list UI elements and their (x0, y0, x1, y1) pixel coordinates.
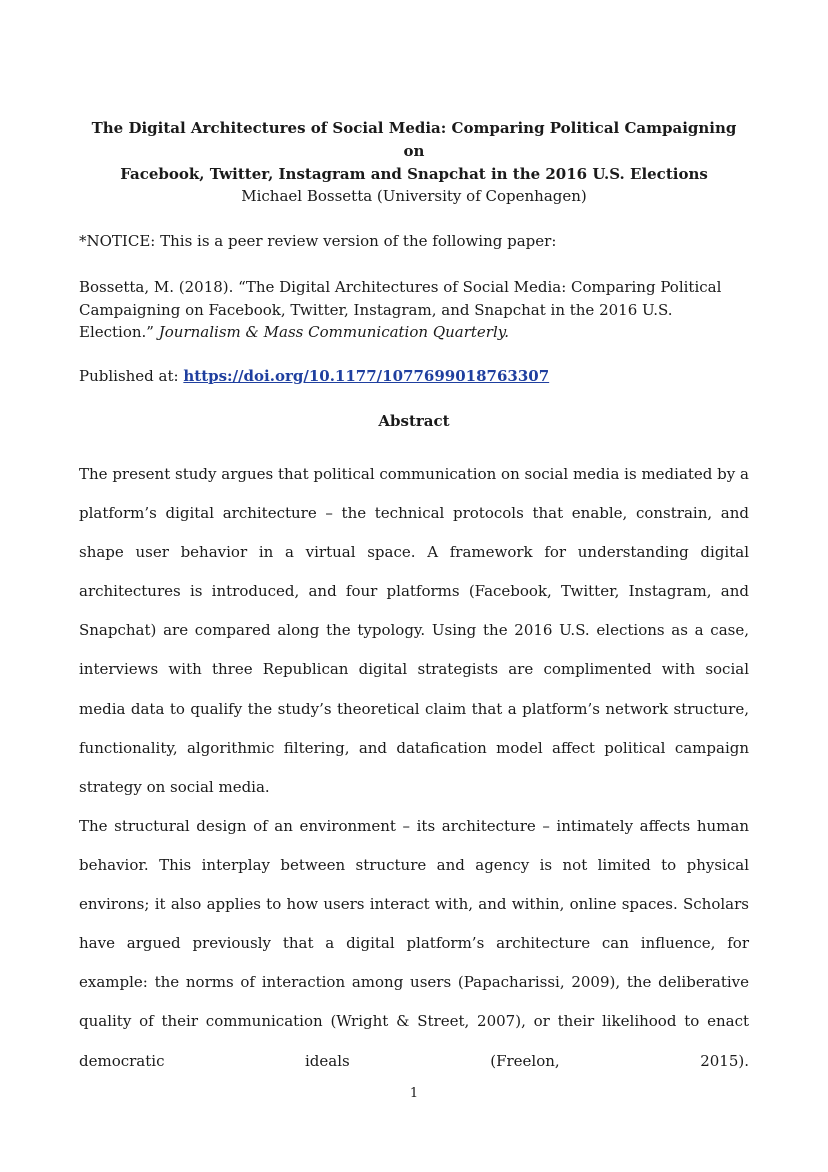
title-line-2: Facebook, Twitter, Instagram and Snapchat in the 2016 U.S. Elections (120, 165, 708, 183)
published-label: Published at: (79, 367, 184, 385)
title-line-1: The Digital Architectures of Social Media: Comparing Political Campaigning on (91, 119, 737, 160)
body-paragraph: The structural design of an environment – its architecture – intimately affects human behavior. This interplay between structure and agency is not limited to physical environs; it also applies to how users interact with, and within, online spaces. Scholars have argued previously that a digital platform’s architecture can influence, for example: the norms of interaction among users (Papacharissi, 2009), the deliberative quality of their communication (Wright & Street, 2007), or their likelihood to enact democratic ideals (Freelon, 2015). (79, 817, 749, 1070)
doi-link[interactable]: https://doi.org/10.1177/1077699018763307 (183, 367, 550, 385)
published-at (79, 365, 749, 387)
abstract-body: The present study argues that political communication on social media is mediated by a platform’s digital architecture – the technical protocols that enable, constrain, and shape user behavior in a virtual space. A framework for understanding digital architectures is introduced, and four platforms (Facebook, Twitter, Instagram, and Snapchat) are compared along the typology. Using the 2016 U.S. elections as a case, interviews with three Republican digital strategists are complimented with social media data to qualify the study’s theoretical claim that a platform’s network structure, functionality, algorithmic filtering, and datafication model affect political campaign strategy on social media. (79, 465, 749, 796)
paper-title (79, 117, 749, 186)
abstract-heading: Abstract (378, 412, 450, 430)
citation (79, 276, 749, 344)
citation-text: Bossetta, M. (2018). “The Digital Architectures of Social Media: Comparing Political Campaigning on Facebook, Twitter, Instagram, and Snapchat in the 2016 U.S. Election.” (79, 278, 722, 341)
citation-journal: Journalism & Mass Communication Quarterly. (158, 323, 510, 341)
peer-review-notice: *NOTICE: This is a peer review version of the following paper: (79, 232, 557, 250)
page-number: 1 (409, 1086, 419, 1101)
author-affiliation: Michael Bossetta (University of Copenhagen) (241, 187, 587, 205)
